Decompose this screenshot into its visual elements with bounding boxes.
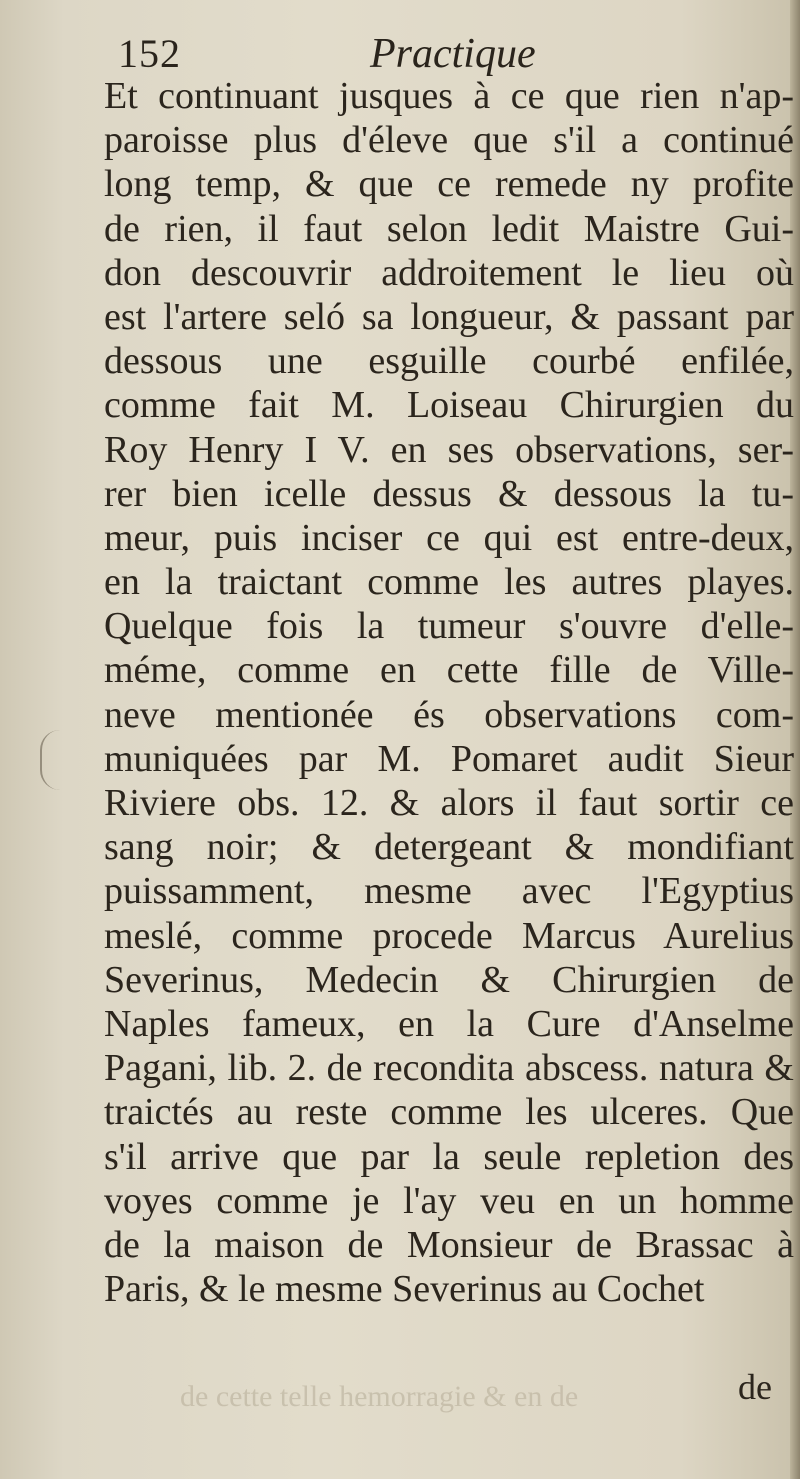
body-text	[104, 74, 794, 1311]
catchword: de	[738, 1367, 772, 1407]
text-line: Quelque fois la tumeur s'ouvre d'elle-	[104, 605, 794, 648]
text-line: méme, comme en cette fille de Ville-	[104, 649, 794, 692]
text-line: puissamment, mesme avec l'Egyptius	[104, 870, 794, 913]
text-line: sang noir; & detergeant & mondifiant	[104, 826, 794, 869]
page-header	[118, 30, 618, 78]
text-line: neve mentionée és observations com-	[104, 693, 794, 736]
text-line: rer bien icelle dessus & dessous la tu-	[104, 472, 794, 515]
text-line: Pagani, lib. 2. de recondita abscess. natura &	[104, 1047, 794, 1090]
text-line: meur, puis inciser ce qui est entre-deux,	[104, 516, 794, 559]
text-line: paroisse plus d'éleve que s'il a continué	[104, 119, 794, 162]
text-line: Roy Henry I V. en ses observations, ser-	[104, 428, 794, 471]
text-line: long temp, & que ce remede ny profite	[104, 163, 794, 206]
page-number: 152	[118, 31, 181, 76]
text-line: don descouvrir addroitement le lieu où	[104, 251, 794, 294]
margin-bracket-mark	[40, 730, 62, 790]
text-line: Riviere obs. 12. & alors il faut sortir ce	[104, 782, 794, 824]
text-line: muniquées par M. Pomaret audit Sieur	[104, 737, 794, 780]
text-line: meslé, comme procede Marcus Aurelius	[104, 914, 794, 957]
text-line: s'il arrive que par la seule repletion des	[104, 1135, 794, 1178]
running-head: Practique	[370, 31, 536, 77]
text-line: Severinus, Medecin & Chirurgien de	[104, 958, 794, 1001]
bleed-through-text: de cette telle hemorragie & en de	[180, 1380, 579, 1413]
text-line: de rien, il faut selon ledit Maistre Gui-	[104, 207, 794, 250]
text-line: est l'artere seló sa longueur, & passant par	[104, 295, 794, 338]
text-line: Paris, & le mesme Severinus au Cochet	[104, 1268, 705, 1311]
text-line: Et continuant jusques à ce que rien n'ap-	[104, 75, 794, 117]
text-line: dessous une esguille courbé enfilée,	[104, 340, 794, 383]
text-line: traictés au reste comme les ulceres. Que	[104, 1091, 794, 1134]
text-line: Naples fameux, en la Cure d'Anselme	[104, 1002, 794, 1045]
text-line: voyes comme je l'ay veu en un homme	[104, 1179, 794, 1222]
text-line: comme fait M. Loiseau Chirurgien du	[104, 384, 794, 427]
text-line: en la traictant comme les autres playes.	[104, 561, 794, 604]
text-line: de la maison de Monsieur de Brassac à	[104, 1223, 794, 1266]
